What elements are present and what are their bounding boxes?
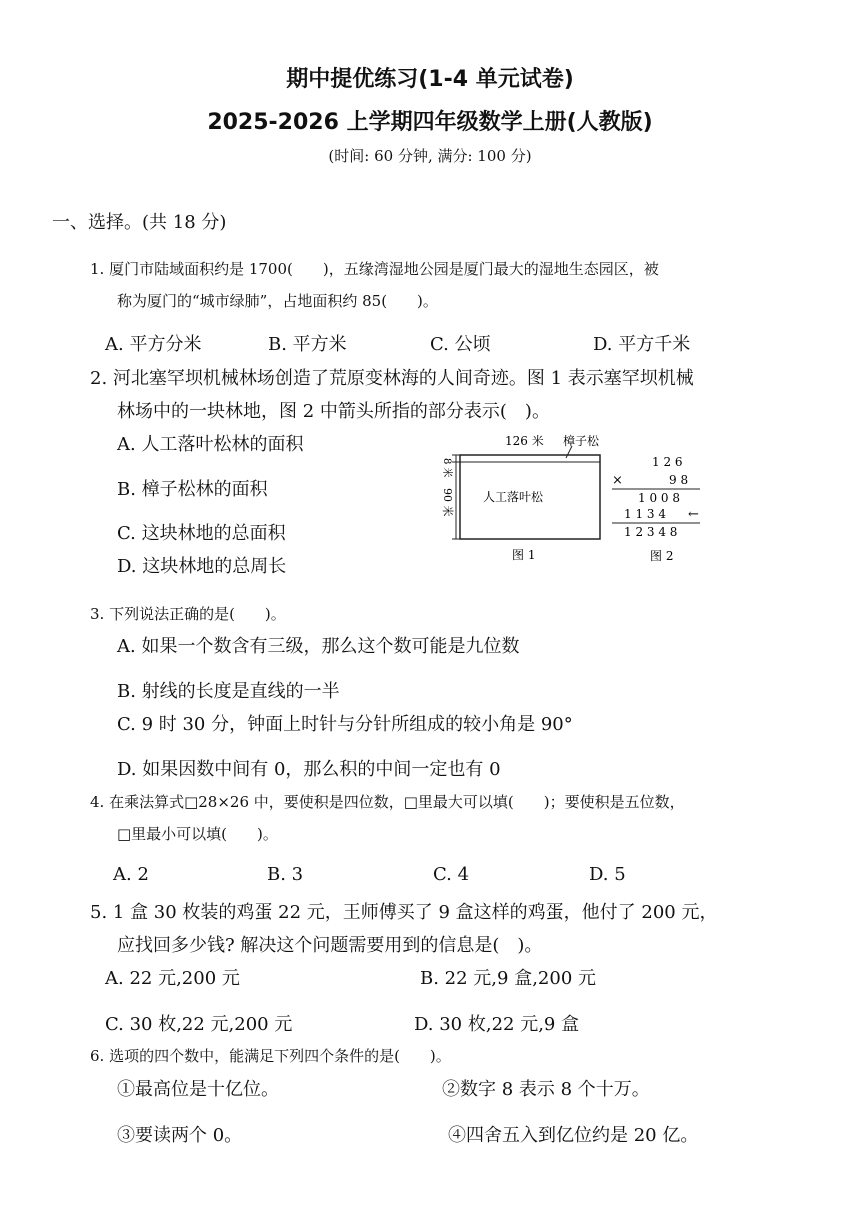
title-line-1: 期中提优练习(1-4 单元试卷) (286, 67, 574, 92)
fig2-row-3: 1 0 0 8 (638, 491, 680, 505)
fig2-row-2: 9 8 (669, 473, 689, 487)
q3-option-d: D. 如果因数中间有 0，那么积的中间一定也有 0 (117, 759, 501, 780)
question-5-line-1: 5. 1 盒 30 枚装的鸡蛋 22 元，王师傅买了 9 盒这样的鸡蛋，他付了 200 元， (90, 902, 718, 923)
q2-option-a: A. 人工落叶松林的面积 (117, 434, 304, 455)
q3-option-a: A. 如果一个数含有三级，那么这个数可能是九位数 (117, 636, 520, 657)
fig2-row-5: 1 2 3 4 8 (624, 525, 678, 539)
q3-option-b: B. 射线的长度是直线的一半 (117, 681, 340, 702)
q4-option-d: D. 5 (589, 864, 626, 885)
q6-condition-1: ①最高位是十亿位。 (117, 1079, 279, 1100)
question-1-line-2: 称为厦门的“城市绿肺”，占地面积约 85( )。 (117, 292, 438, 310)
q6-condition-3: ③要读两个 0。 (117, 1125, 243, 1146)
q2-option-d: D. 这块林地的总周长 (117, 556, 287, 577)
question-2-line-2: 林场中的一块林地，图 2 中箭头所指的部分表示( )。 (117, 401, 550, 422)
q2-option-b: B. 樟子松林的面积 (117, 479, 268, 500)
question-2-line-1: 2. 河北塞罕坝机械林场创造了荒原变林海的人间奇迹。图 1 表示塞罕坝机械 (90, 368, 694, 389)
q5-option-b: B. 22 元,9 盒,200 元 (420, 968, 596, 989)
section-heading: 一、选择。(共 18 分) (52, 212, 227, 233)
question-5-line-2: 应找回多少钱? 解决这个问题需要用到的信息是( )。 (117, 935, 543, 956)
q3-option-c: C. 9 时 30 分，钟面上时针与分针所组成的较小角是 90° (117, 714, 573, 735)
fig1-inner-label: 人工落叶松 (483, 490, 544, 504)
figure-1 (430, 428, 610, 568)
q4-option-a: A. 2 (113, 864, 149, 885)
q6-condition-2: ②数字 8 表示 8 个十万。 (442, 1079, 650, 1100)
question-4-line-1: 4. 在乘法算式□28×26 中，要使积是四位数，□里最大可以填( )；要使积是五位数， (90, 793, 685, 811)
q4-option-b: B. 3 (267, 864, 304, 885)
fig1-side-big: 90 米 (441, 488, 454, 517)
fig1-caption: 图 1 (512, 548, 536, 562)
fig2-row-4: 1 1 3 4 (624, 507, 666, 521)
fig1-pine-label: 樟子松 (563, 434, 600, 448)
fig1-side-small: 8 米 (441, 458, 452, 478)
q1-option-c: C. 公顷 (430, 334, 491, 355)
figure-2 (608, 450, 718, 568)
question-4-line-2: □里最小可以填( )。 (117, 825, 278, 843)
fig2-times: × (612, 473, 623, 488)
question-6-stem: 6. 选项的四个数中，能满足下列四个条件的是( )。 (90, 1047, 451, 1065)
q1-option-d: D. 平方千米 (593, 334, 691, 355)
q5-option-a: A. 22 元,200 元 (105, 968, 240, 989)
q5-option-c: C. 30 枚,22 元,200 元 (105, 1014, 293, 1035)
q2-option-c: C. 这块林地的总面积 (117, 523, 286, 544)
q6-condition-4: ④四舍五入到亿位约是 20 亿。 (448, 1125, 699, 1146)
fig2-row-1: 1 2 6 (652, 455, 683, 469)
fig2-caption: 图 2 (650, 549, 674, 563)
title-line-2: 2025-2026 上学期四年级数学上册(人教版) (207, 110, 653, 135)
question-1-line-1: 1. 厦门市陆域面积约是 1700( )，五缘湾湿地公园是厦门最大的湿地生态园区，被 (90, 260, 659, 278)
q1-option-b: B. 平方米 (268, 334, 347, 355)
question-3-stem: 3. 下列说法正确的是( )。 (90, 605, 286, 623)
q5-option-d: D. 30 枚,22 元,9 盒 (414, 1014, 580, 1035)
q4-option-c: C. 4 (433, 864, 470, 885)
fig2-arrow: ← (688, 507, 699, 522)
exam-info: (时间: 60 分钟, 满分: 100 分) (328, 147, 532, 165)
fig1-top-label: 126 米 (505, 434, 544, 448)
q1-option-a: A. 平方分米 (105, 334, 202, 355)
